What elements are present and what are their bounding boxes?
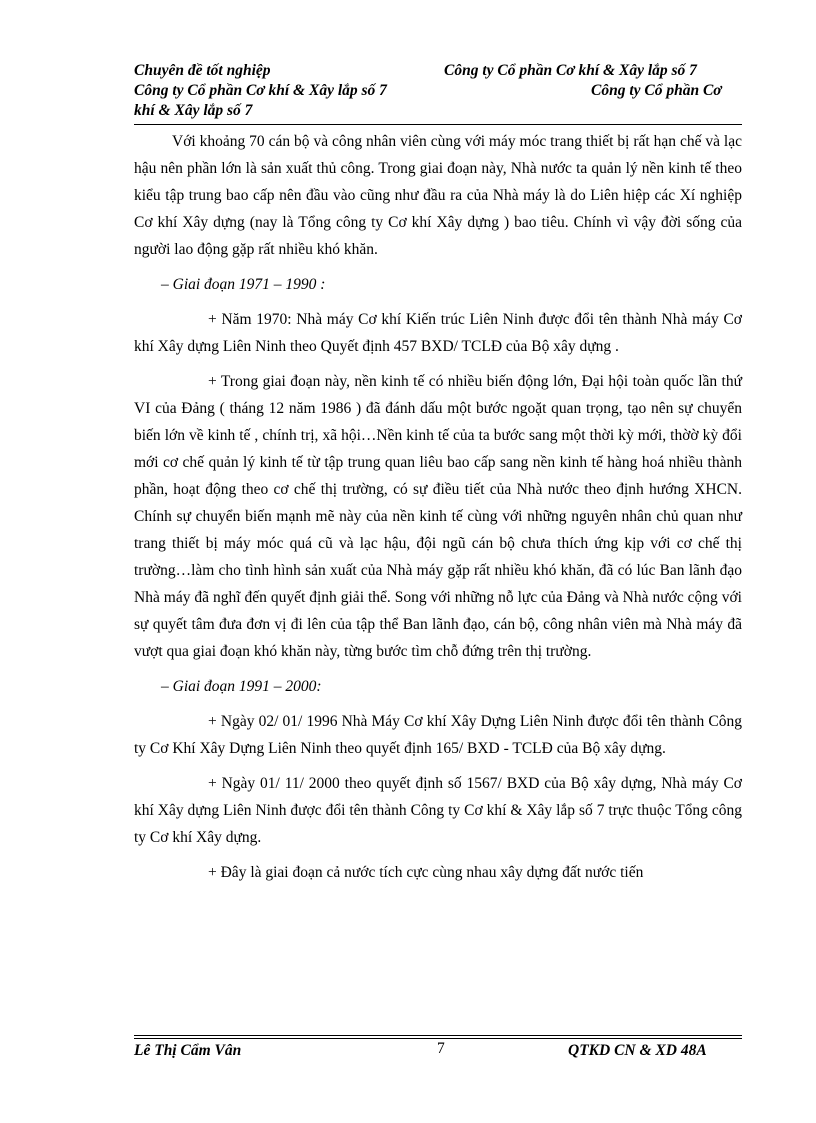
footer-author: Lê Thị Cẩm Vân <box>134 1042 242 1059</box>
section-heading-1971-1990: – Giai đoạn 1971 – 1990 : <box>161 276 326 293</box>
document-body <box>134 128 742 886</box>
header-rule <box>134 124 742 125</box>
footer-rule-bottom <box>134 1038 742 1039</box>
header-company-3-cont: khí & Xây lắp số 7 <box>134 102 253 119</box>
footer-class-code: QTKD CN & XD 48A <box>568 1042 707 1059</box>
paragraph-economic-changes: + Trong giai đoạn này, nền kinh tế có nhiều biến động lớn, Đại hội toàn quốc lần thứ VI của Đảng ( tháng 12 năm 1986 ) đã đánh dấu một bước ngoặt quan trọng, tạo nên sự chuyển biến lớn về kinh tế , chính trị, xã hội…Nền kinh tế của ta bước sang một thời kỳ mới, thờờ kỳ đổi mới cơ chế quản lý kinh tế từ tập trung quan liêu bao cấp sang nền kinh tế hàng hoá nhiều thành phần, hoạt động theo cơ chế thị trường, có sự điều tiết của Nhà nước theo định hướng XHCN. Chính sự chuyển biến mạnh mẽ này của nền kinh tế cùng với những nguyên nhân chủ quan như trang thiết bị máy móc quá cũ và lạc hậu, đội ngũ cán bộ chưa thích ứng kịp với cơ chế thị trường…làm cho tình hình sản xuất của Nhà máy gặp rất nhiều khó khăn, đã có lúc Ban lãnh đạo Nhà máy đã nghĩ đến quyết định giải thể. Song với những nỗ lực của Đảng và Nhà nước cộng với sự quyết tâm đưa đơn vị đi lên của tập thể Ban lãnh đạo, cán bộ, công nhân viên mà Nhà máy đã vượt qua giai đoạn khó khăn này, từng bước tìm chỗ đứng trên thị trường. <box>134 373 742 660</box>
header-company-1: Công ty Cổ phần Cơ khí & Xây lắp số 7 <box>444 62 697 79</box>
header-company-2: Công ty Cổ phần Cơ khí & Xây lắp số 7 <box>134 82 387 99</box>
section-heading-1991-2000: – Giai đoạn 1991 – 2000: <box>161 678 322 695</box>
paragraph-2000-rename: + Ngày 01/ 11/ 2000 theo quyết định số 1567/ BXD của Bộ xây dựng, Nhà máy Cơ khí Xây dựng Liên Ninh được đổi tên thành Công ty Cơ khí & Xây lắp số 7 trực thuộc Tổng công ty Cơ khí Xây dựng. <box>134 775 742 846</box>
header-company-3: Công ty Cổ phần Cơ <box>591 82 722 99</box>
header-doc-type: Chuyên đề tốt nghiệp <box>134 62 271 79</box>
paragraph-development-period: + Đây là giai đoạn cả nước tích cực cùng nhau xây dựng đất nước tiến <box>208 864 644 881</box>
paragraph-1970-rename: + Năm 1970: Nhà máy Cơ khí Kiến trúc Liên Ninh được đổi tên thành Nhà máy Cơ khí Xây dựng Liên Ninh theo Quyết định 457 BXD/ TCLĐ của Bộ xây dựng . <box>134 311 742 355</box>
footer-rule-top <box>134 1035 742 1036</box>
paragraph-1996-rename: + Ngày 02/ 01/ 1996 Nhà Máy Cơ khí Xây Dựng Liên Ninh được đổi tên thành Công ty Cơ Khí Xây Dựng Liên Ninh theo quyết định 165/ BXD - TCLĐ của Bộ xây dựng. <box>134 713 742 757</box>
paragraph-intro: Với khoảng 70 cán bộ và công nhân viên cùng với máy móc trang thiết bị rất hạn chế và lạc hậu nên phần lớn là sản xuất thủ công. Trong giai đoạn này, Nhà nước ta quản lý nền kinh tế theo kiểu tập trung bao cấp nên đầu vào cũng như đầu ra của Nhà máy là do Liên hiệp các Xí nghiệp Cơ khí Xây dựng (nay là Tổng công ty Cơ khí Xây dựng ) bao tiêu. Chính vì vậy đời sống của người lao động gặp rất nhiều khó khăn. <box>134 133 742 258</box>
page-number: 7 <box>437 1040 445 1057</box>
